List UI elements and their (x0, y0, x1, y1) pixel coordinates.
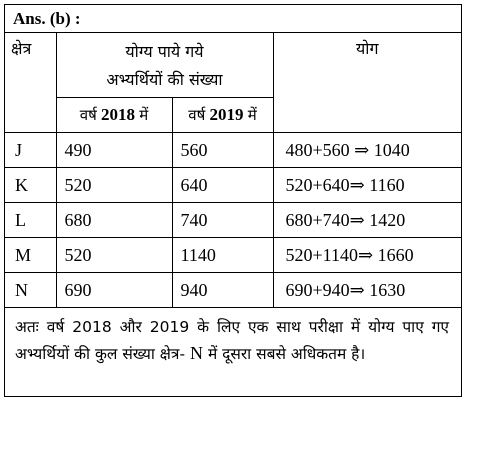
header-row (5, 33, 461, 98)
year-2018-cell: 690 (56, 273, 172, 308)
header-eligible-candidates (56, 33, 273, 98)
year-2019-cell: 1140 (172, 238, 273, 273)
table-row (5, 168, 461, 203)
region-cell: K (5, 168, 56, 203)
region-cell: N (5, 273, 56, 308)
year-2018-cell: 490 (56, 133, 172, 168)
table-row (5, 203, 461, 238)
note-text-part2: में दूसरा सबसे अधिकतम है। (207, 345, 366, 363)
note-region-letter: N (190, 343, 203, 363)
header-region: क्षेत्र (5, 33, 56, 133)
table-row (5, 238, 461, 273)
header-year-2019 (172, 98, 273, 133)
table-row (5, 273, 461, 308)
note-text-part1: अतः वर्ष 2018 और 2019 के लिए एक साथ परीक्षा में योग्य पाए गए अभ्यर्थियों की कुल संख्या क्षेत्र- (15, 318, 449, 363)
year-2018-prefix: वर्ष (79, 106, 97, 124)
region-cell: L (5, 203, 56, 238)
year-2019-number: 2019 (209, 105, 244, 124)
conclusion-note (5, 308, 461, 367)
answer-label: Ans. (b) : (5, 5, 461, 33)
total-cell: 690+940⇒ 1630 (273, 273, 461, 308)
year-2019-suffix: में (247, 106, 257, 124)
year-2019-prefix: वर्ष (188, 106, 206, 124)
answer-box (4, 4, 462, 397)
region-cell: J (5, 133, 56, 168)
year-2018-number: 2018 (101, 105, 136, 124)
header-eligible-line1: योग्य पाये गये (125, 42, 204, 61)
total-cell: 520+1140⇒ 1660 (273, 238, 461, 273)
total-cell: 480+560 ⇒ 1040 (273, 133, 461, 168)
year-2018-suffix: में (139, 106, 149, 124)
header-year-2018 (56, 98, 172, 133)
year-2018-cell: 520 (56, 168, 172, 203)
year-2019-cell: 740 (172, 203, 273, 238)
header-total: योग (273, 33, 461, 133)
year-2019-cell: 640 (172, 168, 273, 203)
table-row (5, 133, 461, 168)
data-table (5, 33, 461, 308)
total-cell: 680+740⇒ 1420 (273, 203, 461, 238)
header-eligible-line2: अभ्यर्थियों की संख्या (106, 70, 223, 89)
year-2018-cell: 680 (56, 203, 172, 238)
total-cell: 520+640⇒ 1160 (273, 168, 461, 203)
year-2019-cell: 560 (172, 133, 273, 168)
year-2018-cell: 520 (56, 238, 172, 273)
year-2019-cell: 940 (172, 273, 273, 308)
region-cell: M (5, 238, 56, 273)
